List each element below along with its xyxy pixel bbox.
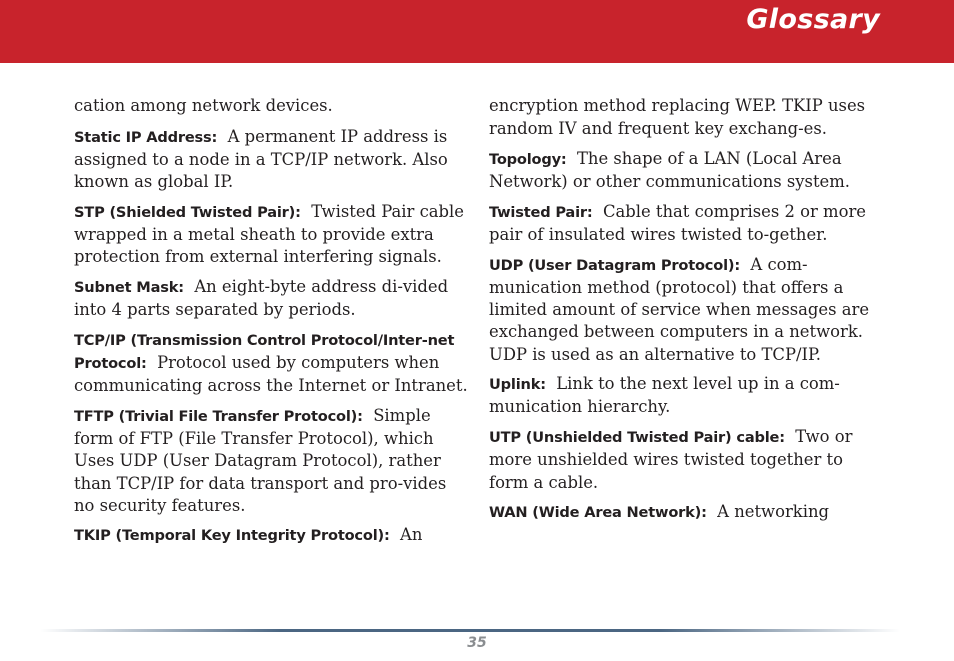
- glossary-entry: [489, 95, 881, 140]
- glossary-term: TCP/IP (Transmission Control Protocol/Inter-net Protocol:: [74, 331, 455, 373]
- glossary-entry: [489, 426, 881, 494]
- glossary-term: Static IP Address:: [74, 128, 218, 146]
- page-title: Glossary: [746, 4, 880, 35]
- glossary-definition: Twisted Pair cable wrapped in a metal sheath to provide extra protection from external interfering signals.: [74, 201, 464, 267]
- glossary-definition: The shape of a LAN (Local Area Network) or other communications system.: [489, 148, 851, 192]
- glossary-entry: [74, 201, 469, 269]
- glossary-entry: [74, 95, 469, 118]
- glossary-definition: A com-munication method (protocol) that offers a limited amount of service when messages are exchanged between computers in a network. UDP is used as an alternative to TCP/IP.: [489, 254, 870, 364]
- glossary-term: TFTP (Trivial File Transfer Protocol):: [74, 407, 363, 425]
- glossary-definition: Link to the next level up in a com-munication hierarchy.: [489, 374, 840, 417]
- glossary-term: UTP (Unshielded Twisted Pair) cable:: [489, 429, 785, 447]
- glossary-definition: Cable that comprises 2 or more pair of insulated wires twisted to-gether.: [489, 201, 866, 245]
- glossary-term: Twisted Pair:: [489, 203, 593, 221]
- glossary-entry: [489, 373, 881, 418]
- glossary-definition: Simple form of FTP (File Transfer Protocol), which Uses UDP (User Datagram Protocol), rather than TCP/IP for data transport and pro-vides no security features.: [74, 405, 447, 515]
- glossary-definition: A permanent IP address is assigned to a node in a TCP/IP network. Also known as global IP.: [74, 126, 448, 192]
- glossary-definition: Two or more unshielded wires twisted together to form a cable.: [489, 427, 853, 492]
- glossary-term: WAN (Wide Area Network):: [489, 504, 707, 522]
- glossary-term: Uplink:: [489, 376, 546, 394]
- left-column: [74, 95, 469, 555]
- glossary-entry: [74, 405, 469, 517]
- glossary-term: Subnet Mask:: [74, 278, 184, 296]
- glossary-definition: A networking: [717, 502, 830, 522]
- footer-divider: [40, 629, 900, 632]
- right-column: [489, 95, 881, 532]
- glossary-entry: [74, 329, 469, 398]
- glossary-definition: Protocol used by computers when communicating across the Internet or Intranet.: [74, 353, 468, 396]
- glossary-entry: [489, 148, 881, 193]
- glossary-definition: encryption method replacing WEP. TKIP uses random IV and frequent key exchang-es.: [489, 96, 866, 139]
- glossary-entry: [74, 276, 469, 321]
- glossary-term: Topology:: [489, 150, 567, 168]
- glossary-definition: cation among network devices.: [74, 96, 333, 115]
- glossary-entry: [489, 201, 881, 246]
- glossary-definition: An eight-byte address di-vided into 4 parts separated by periods.: [74, 276, 449, 320]
- glossary-term: UDP (User Datagram Protocol):: [489, 256, 740, 274]
- glossary-entry: [74, 126, 469, 194]
- glossary-term: TKIP (Temporal Key Integrity Protocol):: [74, 527, 390, 545]
- glossary-term: STP (Shielded Twisted Pair):: [74, 203, 301, 221]
- glossary-entry: [74, 524, 469, 547]
- glossary-entry: [489, 501, 881, 524]
- header-bar: [0, 0, 954, 63]
- glossary-entry: [489, 254, 881, 366]
- glossary-definition: An: [400, 525, 423, 545]
- page-number: 35: [467, 635, 487, 651]
